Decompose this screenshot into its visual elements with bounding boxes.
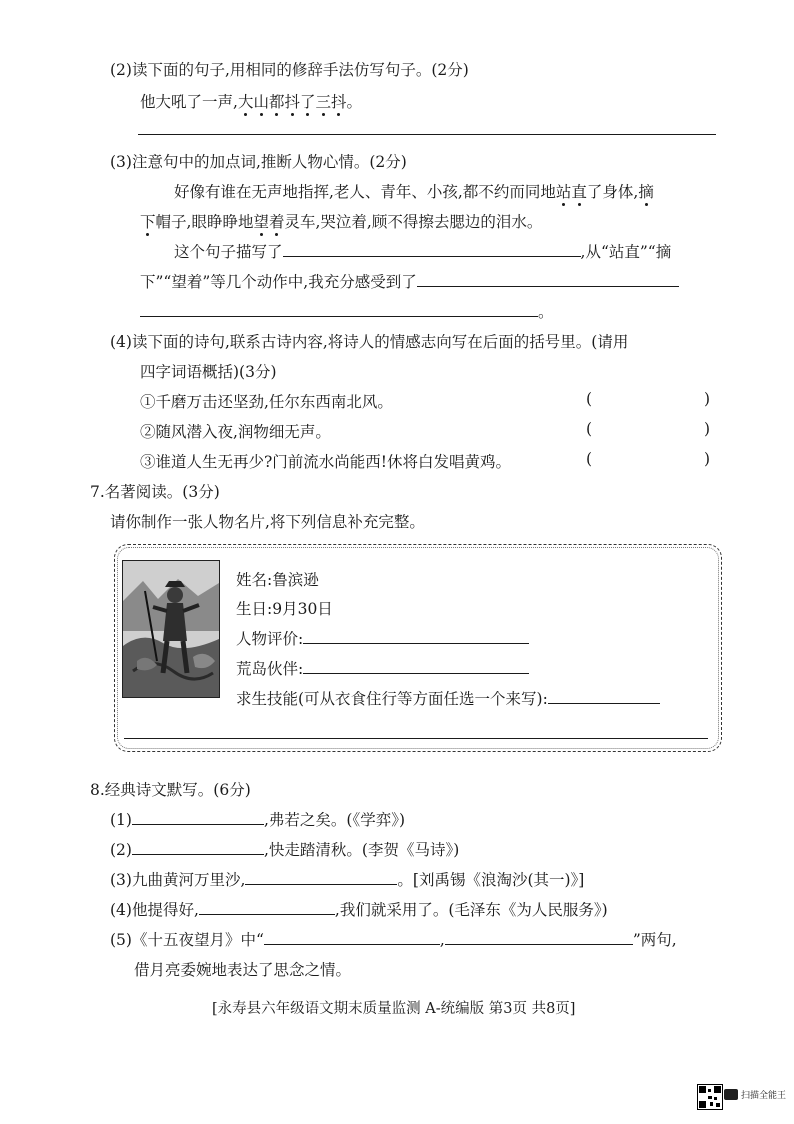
scanner-watermark-text: 扫描全能王: [741, 1091, 787, 1101]
page-footer: [永寿县六年级语文期末质量监测 A-统编版 第3页 共8页]: [212, 1001, 576, 1017]
skill-blank[interactable]: [548, 689, 660, 704]
item-text: ”两句,: [632, 931, 677, 949]
passage-text: 帽子,眼睁睁地: [155, 213, 254, 231]
dotted-char: 摘: [638, 180, 654, 202]
q7-instruction: 请你制作一张人物名片,将下列信息补充完整。: [110, 513, 425, 531]
prompt-text: 这个句子描写了: [174, 243, 283, 261]
q8-title: 8.经典诗文默写。(6分): [90, 781, 251, 799]
passage-text: 了身体,: [586, 183, 639, 201]
skill-answer-line[interactable]: [124, 738, 708, 739]
partner-blank[interactable]: [303, 659, 529, 674]
dotted-char: 大: [238, 90, 254, 112]
robinson-portrait-image: [122, 560, 220, 698]
answer-blank[interactable]: [132, 840, 264, 855]
item-number: (1): [110, 811, 132, 829]
q8-item-2: [110, 838, 459, 860]
q6-2-sentence: [140, 90, 362, 112]
open-paren: (: [586, 450, 593, 468]
open-paren: (: [586, 390, 593, 408]
q6-4-title-line2: 四字词语概括)(3分): [140, 363, 277, 381]
passage-text: 好像有谁在无声地指挥,老人、青年、小孩,都不约而同地: [174, 183, 556, 201]
answer-blank[interactable]: [283, 242, 581, 257]
item-text: ,: [439, 931, 445, 949]
evaluation-blank[interactable]: [303, 629, 529, 644]
scanner-logo-icon: [724, 1089, 738, 1100]
qr-code-icon: [697, 1084, 723, 1110]
portrait-illustration: [123, 561, 219, 697]
answer-blank[interactable]: [600, 448, 700, 468]
card-partner: [236, 657, 529, 679]
q6-4-title-line1: (4)读下面的诗句,联系古诗内容,将诗人的情感志向写在后面的括号里。(请用: [110, 333, 629, 351]
q8-item-4: [110, 898, 608, 920]
card-skill: [236, 687, 660, 709]
answer-blank[interactable]: [264, 930, 440, 945]
dotted-char: 站: [556, 180, 572, 202]
q6-3-prompt-line3: [140, 300, 554, 322]
item-text: 。[刘禹锡《浪淘沙(其一)》]: [397, 871, 585, 889]
item-text: ,弗若之矣。(《学弈》): [263, 811, 405, 829]
answer-blank[interactable]: [140, 302, 538, 317]
dotted-char: 三: [316, 90, 332, 112]
q6-3-passage-line1: [174, 180, 654, 202]
card-skill-label: 求生技能(可从衣食住行等方面任选一个来写):: [236, 690, 548, 708]
item-text: (5)《十五夜望月》中“: [110, 931, 264, 949]
q6-3-prompt-line2: [140, 270, 679, 292]
card-partner-label: 荒岛伙伴:: [236, 660, 304, 678]
poem-item-1: ①千磨万击还坚劲,任尔东西南北风。: [140, 393, 393, 411]
q6-3-title: (3)注意句中的加点词,推断人物心情。(2分): [110, 153, 407, 171]
q8-item-5-continued: 借月亮委婉地表达了思念之情。: [134, 961, 352, 979]
answer-blank[interactable]: [245, 870, 397, 885]
poem-item-3: ③谁道人生无再少?门前流水尚能西!休将白发唱黄鸡。: [140, 453, 512, 471]
q7-title: 7.名著阅读。(3分): [90, 483, 220, 501]
dotted-char: 下: [140, 210, 156, 232]
card-evaluation: [236, 627, 529, 649]
dotted-char: 望: [253, 210, 269, 232]
answer-blank[interactable]: [600, 418, 700, 438]
card-evaluation-label: 人物评价:: [236, 630, 304, 648]
item-text: ,快走踏清秋。(李贺《马诗》): [263, 841, 460, 859]
item-text: (4)他提得好,: [110, 901, 199, 919]
close-paren: ): [704, 390, 711, 408]
prompt-text: 下”“望着”等几个动作中,我充分感受到了: [140, 273, 417, 291]
card-birthday: 生日:9月30日: [236, 600, 333, 618]
dotted-char: 山: [253, 90, 269, 112]
answer-blank[interactable]: [132, 810, 264, 825]
dotted-char: 都: [269, 90, 285, 112]
open-paren: (: [586, 420, 593, 438]
prompt-text: 。: [538, 303, 554, 321]
item-number: (2): [110, 841, 132, 859]
prompt-text: ,从“站直”“摘: [580, 243, 672, 261]
q8-item-3: [110, 868, 584, 890]
scanner-watermark: [724, 1088, 786, 1101]
dotted-char: 着: [269, 210, 285, 232]
q6-3-prompt-line1: [174, 240, 671, 262]
card-name: 姓名:鲁滨逊: [236, 571, 319, 589]
answer-line-q6-2[interactable]: [138, 134, 716, 135]
close-paren: ): [704, 450, 711, 468]
answer-blank[interactable]: [445, 930, 633, 945]
q8-item-5: [110, 928, 677, 950]
answer-blank[interactable]: [600, 388, 700, 408]
answer-blank[interactable]: [417, 272, 679, 287]
poem-item-2: ②随风潜入夜,润物细无声。: [140, 423, 331, 441]
close-paren: ): [704, 420, 711, 438]
dotted-char: 了: [300, 90, 316, 112]
q8-item-1: [110, 808, 405, 830]
item-text: (3)九曲黄河万里沙,: [110, 871, 246, 889]
q6-3-passage-line2: [140, 210, 542, 232]
passage-text: 灵车,哭泣着,顾不得擦去腮边的泪水。: [284, 213, 543, 231]
dotted-char: 抖: [331, 90, 347, 112]
q6-2-sentence-start: 他大吼了一声,: [140, 93, 238, 111]
q6-2-title: (2)读下面的句子,用相同的修辞手法仿写句子。(2分): [110, 61, 469, 79]
answer-blank[interactable]: [199, 900, 335, 915]
dotted-char: 直: [571, 180, 587, 202]
q6-2-sentence-end: 。: [346, 93, 363, 111]
item-text: ,我们就采用了。(毛泽东《为人民服务》): [334, 901, 608, 919]
dotted-char: 抖: [284, 90, 300, 112]
